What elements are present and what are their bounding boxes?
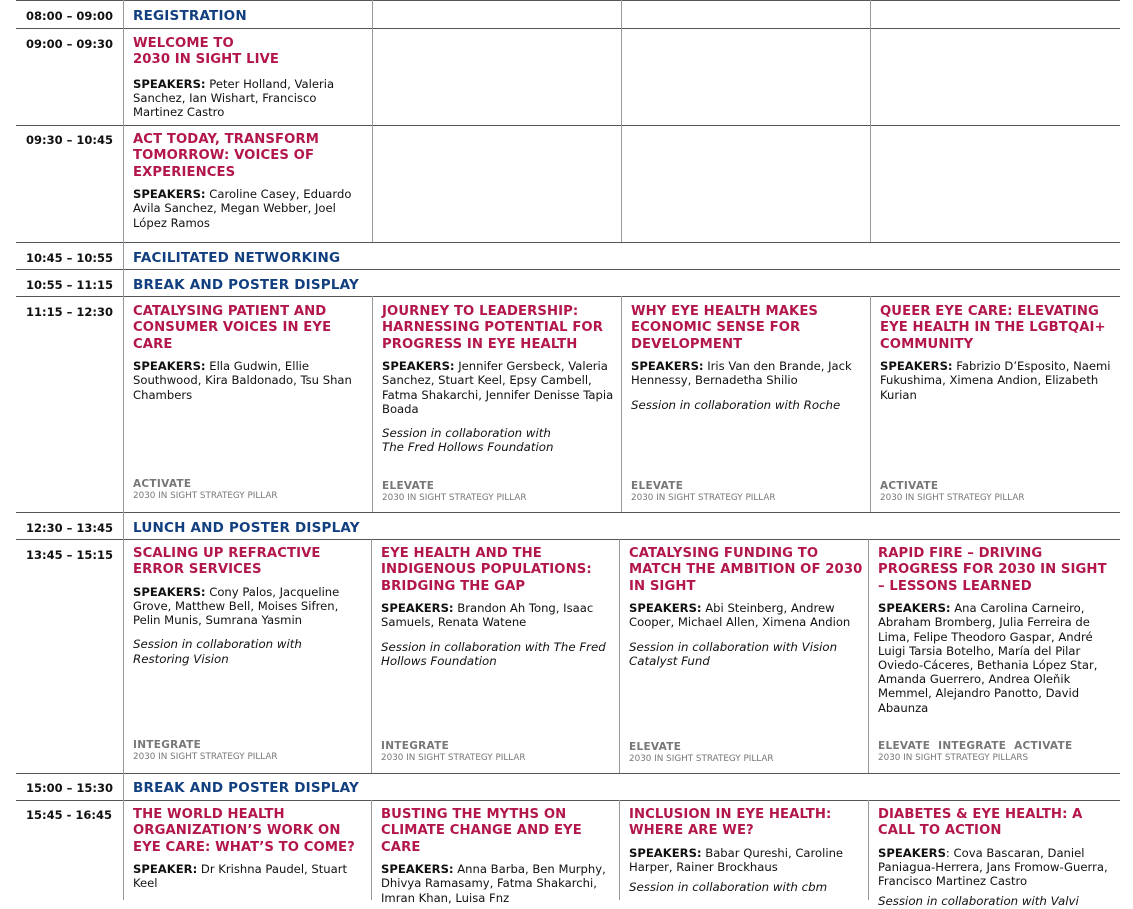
time-networking: 10:45 – 10:55	[26, 251, 113, 265]
session-title: CATALYSING PATIENT AND CONSUMER VOICES IN EYE CARE	[133, 304, 332, 352]
column-divider	[868, 539, 869, 773]
session-collaboration: Session in collaboration with The Fred Hollows Foundation	[382, 426, 554, 455]
row-divider	[16, 28, 1120, 29]
session-title: JOURNEY TO LEADERSHIP: HARNESSING POTENTIAL FOR PROGRESS IN EYE HEALTH	[382, 304, 603, 352]
session-collaboration: Session in collaboration with Vision Catalyst Fund	[629, 639, 838, 669]
session-collaboration: Session in collaboration with Valvi	[878, 894, 1079, 909]
session-speakers: SPEAKERS: Abi Steinberg, Andrew Cooper, Michael Allen, Ximena Andion	[629, 601, 851, 630]
column-divider	[621, 0, 622, 28]
time-registration: 08:00 – 09:00	[26, 9, 113, 23]
session-card	[382, 304, 614, 455]
column-divider	[371, 539, 372, 773]
session-card	[878, 807, 1112, 909]
time-block-1: 11:15 – 12:30	[26, 305, 113, 319]
break-1-label: BREAK AND POSTER DISPLAY	[133, 277, 359, 293]
session-title: WHY EYE HEALTH MAKES ECONOMIC SENSE FOR DEVELOPMENT	[631, 304, 819, 352]
session-title: ACT TODAY, TRANSFORM TOMORROW: VOICES OF EXPERIENCES	[133, 132, 319, 180]
strategy-pillar: INTEGRATE 2030 IN SIGHT STRATEGY PILLAR	[381, 740, 526, 763]
session-title: QUEER EYE CARE: ELEVATING EYE HEALTH IN THE LGBTQAI+ COMMUNITY	[880, 304, 1106, 352]
column-divider	[372, 28, 373, 242]
session-speakers: SPEAKERS: Fabrizio D’Esposito, Naemi Fukushima, Ximena Andion, Elizabeth Kurian	[880, 359, 1111, 402]
session-card	[133, 546, 365, 666]
session-card	[381, 546, 614, 668]
row-divider	[16, 296, 1120, 297]
registration-label: REGISTRATION	[133, 8, 247, 24]
session-card	[878, 546, 1114, 715]
time-column-divider	[123, 0, 124, 900]
session-speakers: SPEAKERS: Brandon Ah Tong, Isaac Samuels, Renata Watene	[381, 601, 594, 630]
time-break-1: 10:55 – 11:15	[26, 278, 113, 292]
session-title: RAPID FIRE – DRIVING PROGRESS FOR 2030 IN SIGHT – LESSONS LEARNED	[878, 546, 1107, 594]
column-divider	[619, 539, 620, 773]
row-divider	[16, 800, 1120, 801]
column-divider	[619, 800, 620, 900]
session-speakers: SPEAKERS: Babar Qureshi, Caroline Harper, Rainer Brockhaus	[629, 845, 844, 875]
session-speakers: SPEAKERS: Cova Bascaran, Daniel Paniagua-Herrera, Jans Fromow-Guerra, Francisco Martinez Castro	[878, 845, 1108, 889]
column-divider	[372, 0, 373, 28]
time-lunch: 12:30 – 13:45	[26, 521, 113, 535]
session-speakers: SPEAKERS: Ella Gudwin, Ellie Southwood, Kira Baldonado, Tsu Shan Chambers	[133, 359, 352, 402]
session-title: BUSTING THE MYTHS ON CLIMATE CHANGE AND EYE CARE	[381, 807, 582, 855]
session-collaboration: Session in collaboration with The Fred Hollows Foundation	[381, 639, 606, 669]
strategy-pillar: ELEVATE INTEGRATE ACTIVATE 2030 IN SIGHT STRATEGY PILLARS	[878, 740, 1073, 763]
session-speakers: SPEAKERS: Jennifer Gersbeck, Valeria Sanchez, Stuart Keel, Epsy Cambell, Fatma Shakarchi, Jennifer Denisse Tapia Boada	[382, 359, 614, 416]
strategy-pillar: ELEVATE 2030 IN SIGHT STRATEGY PILLAR	[382, 480, 527, 503]
time-break-2: 15:00 – 15:30	[26, 781, 113, 795]
session-title: WELCOME TO 2030 IN SIGHT LIVE	[133, 36, 280, 68]
strategy-pillar: INTEGRATE 2030 IN SIGHT STRATEGY PILLAR	[133, 739, 278, 762]
row-divider	[16, 539, 1120, 540]
session-collaboration: Session in collaboration with Restoring Vision	[133, 637, 302, 666]
strategy-pillar: ACTIVATE 2030 IN SIGHT STRATEGY PILLAR	[880, 480, 1025, 503]
session-card	[880, 304, 1114, 402]
time-block-3: 15:45 - 16:45	[26, 808, 112, 822]
session-speakers: SPEAKERS: Peter Holland, Valeria Sanchez, Ian Wishart, Francisco Martinez Castro	[133, 76, 335, 120]
column-divider	[621, 296, 622, 512]
row-divider	[16, 269, 1120, 270]
session-card	[629, 546, 863, 668]
column-divider	[870, 0, 871, 28]
session-welcome	[133, 36, 365, 119]
session-collaboration: Session in collaboration with Roche	[631, 397, 841, 412]
strategy-pillar: ELEVATE 2030 IN SIGHT STRATEGY PILLAR	[631, 480, 776, 503]
column-divider	[371, 800, 372, 900]
row-divider	[16, 773, 1120, 774]
session-speakers: SPEAKER: Dr Krishna Paudel, Stuart Keel	[133, 862, 348, 891]
column-divider	[621, 28, 622, 242]
session-card	[133, 304, 367, 402]
session-speakers: SPEAKERS: Caroline Casey, Eduardo Avila Sanchez, Megan Webber, Joel López Ramos	[133, 187, 352, 230]
session-title: CATALYSING FUNDING TO MATCH THE AMBITION OF 2030 IN SIGHT	[629, 546, 863, 594]
row-divider	[16, 512, 1120, 513]
row-divider	[16, 242, 1120, 243]
column-divider	[870, 296, 871, 512]
column-divider	[868, 800, 869, 900]
session-title: INCLUSION IN EYE HEALTH: WHERE ARE WE?	[629, 807, 832, 839]
strategy-pillar: ELEVATE 2030 IN SIGHT STRATEGY PILLAR	[629, 741, 774, 764]
session-card	[629, 807, 863, 895]
session-speakers: SPEAKERS: Ana Carolina Carneiro, Abraham Bromberg, Julia Ferreira de Lima, Felipe Theodoro Gaspar, André Luigi Tarsia Botelho, María del Pilar Oviedo-Cáceres, Bethania López Star, Amanda Guerrero, Andrea Oleňik Memmel, Alejandro Panotto, David Abaunza	[878, 601, 1098, 715]
session-title: SCALING UP REFRACTIVE ERROR SERVICES	[133, 546, 321, 578]
session-collaboration: Session in collaboration with cbm	[629, 880, 828, 895]
session-speakers: SPEAKERS: Cony Palos, Jacqueline Grove, Matthew Bell, Moises Sifren, Pelin Munis, Sumrana Yasmin	[133, 584, 340, 628]
row-divider	[16, 0, 1120, 1]
session-title: THE WORLD HEALTH ORGANIZATION’S WORK ON EYE CARE: WHAT’S TO COME?	[133, 807, 355, 855]
session-card	[133, 807, 367, 891]
session-title: EYE HEALTH AND THE INDIGENOUS POPULATIONS: BRIDGING THE GAP	[381, 546, 592, 594]
session-speakers: SPEAKERS: Anna Barba, Ben Murphy, Dhivya Ramasamy, Fatma Shakarchi, Imran Khan, Luisa Fnz	[381, 862, 606, 905]
row-divider	[16, 125, 1120, 126]
session-act-today	[133, 132, 365, 230]
session-speakers: SPEAKERS: Iris Van den Brande, Jack Hennessy, Bernadetha Shilio	[631, 359, 852, 388]
session-card	[631, 304, 864, 412]
time-act-today: 09:30 – 10:45	[26, 133, 113, 147]
lunch-label: LUNCH AND POSTER DISPLAY	[133, 520, 360, 536]
column-divider	[870, 28, 871, 242]
networking-label: FACILITATED NETWORKING	[133, 250, 341, 266]
column-divider	[372, 296, 373, 512]
strategy-pillar: ACTIVATE 2030 IN SIGHT STRATEGY PILLAR	[133, 478, 278, 501]
session-card	[381, 807, 614, 905]
break-2-label: BREAK AND POSTER DISPLAY	[133, 780, 359, 796]
session-title: DIABETES & EYE HEALTH: A CALL TO ACTION	[878, 807, 1083, 839]
time-welcome: 09:00 – 09:30	[26, 37, 113, 51]
time-block-2: 13:45 – 15:15	[26, 548, 113, 562]
